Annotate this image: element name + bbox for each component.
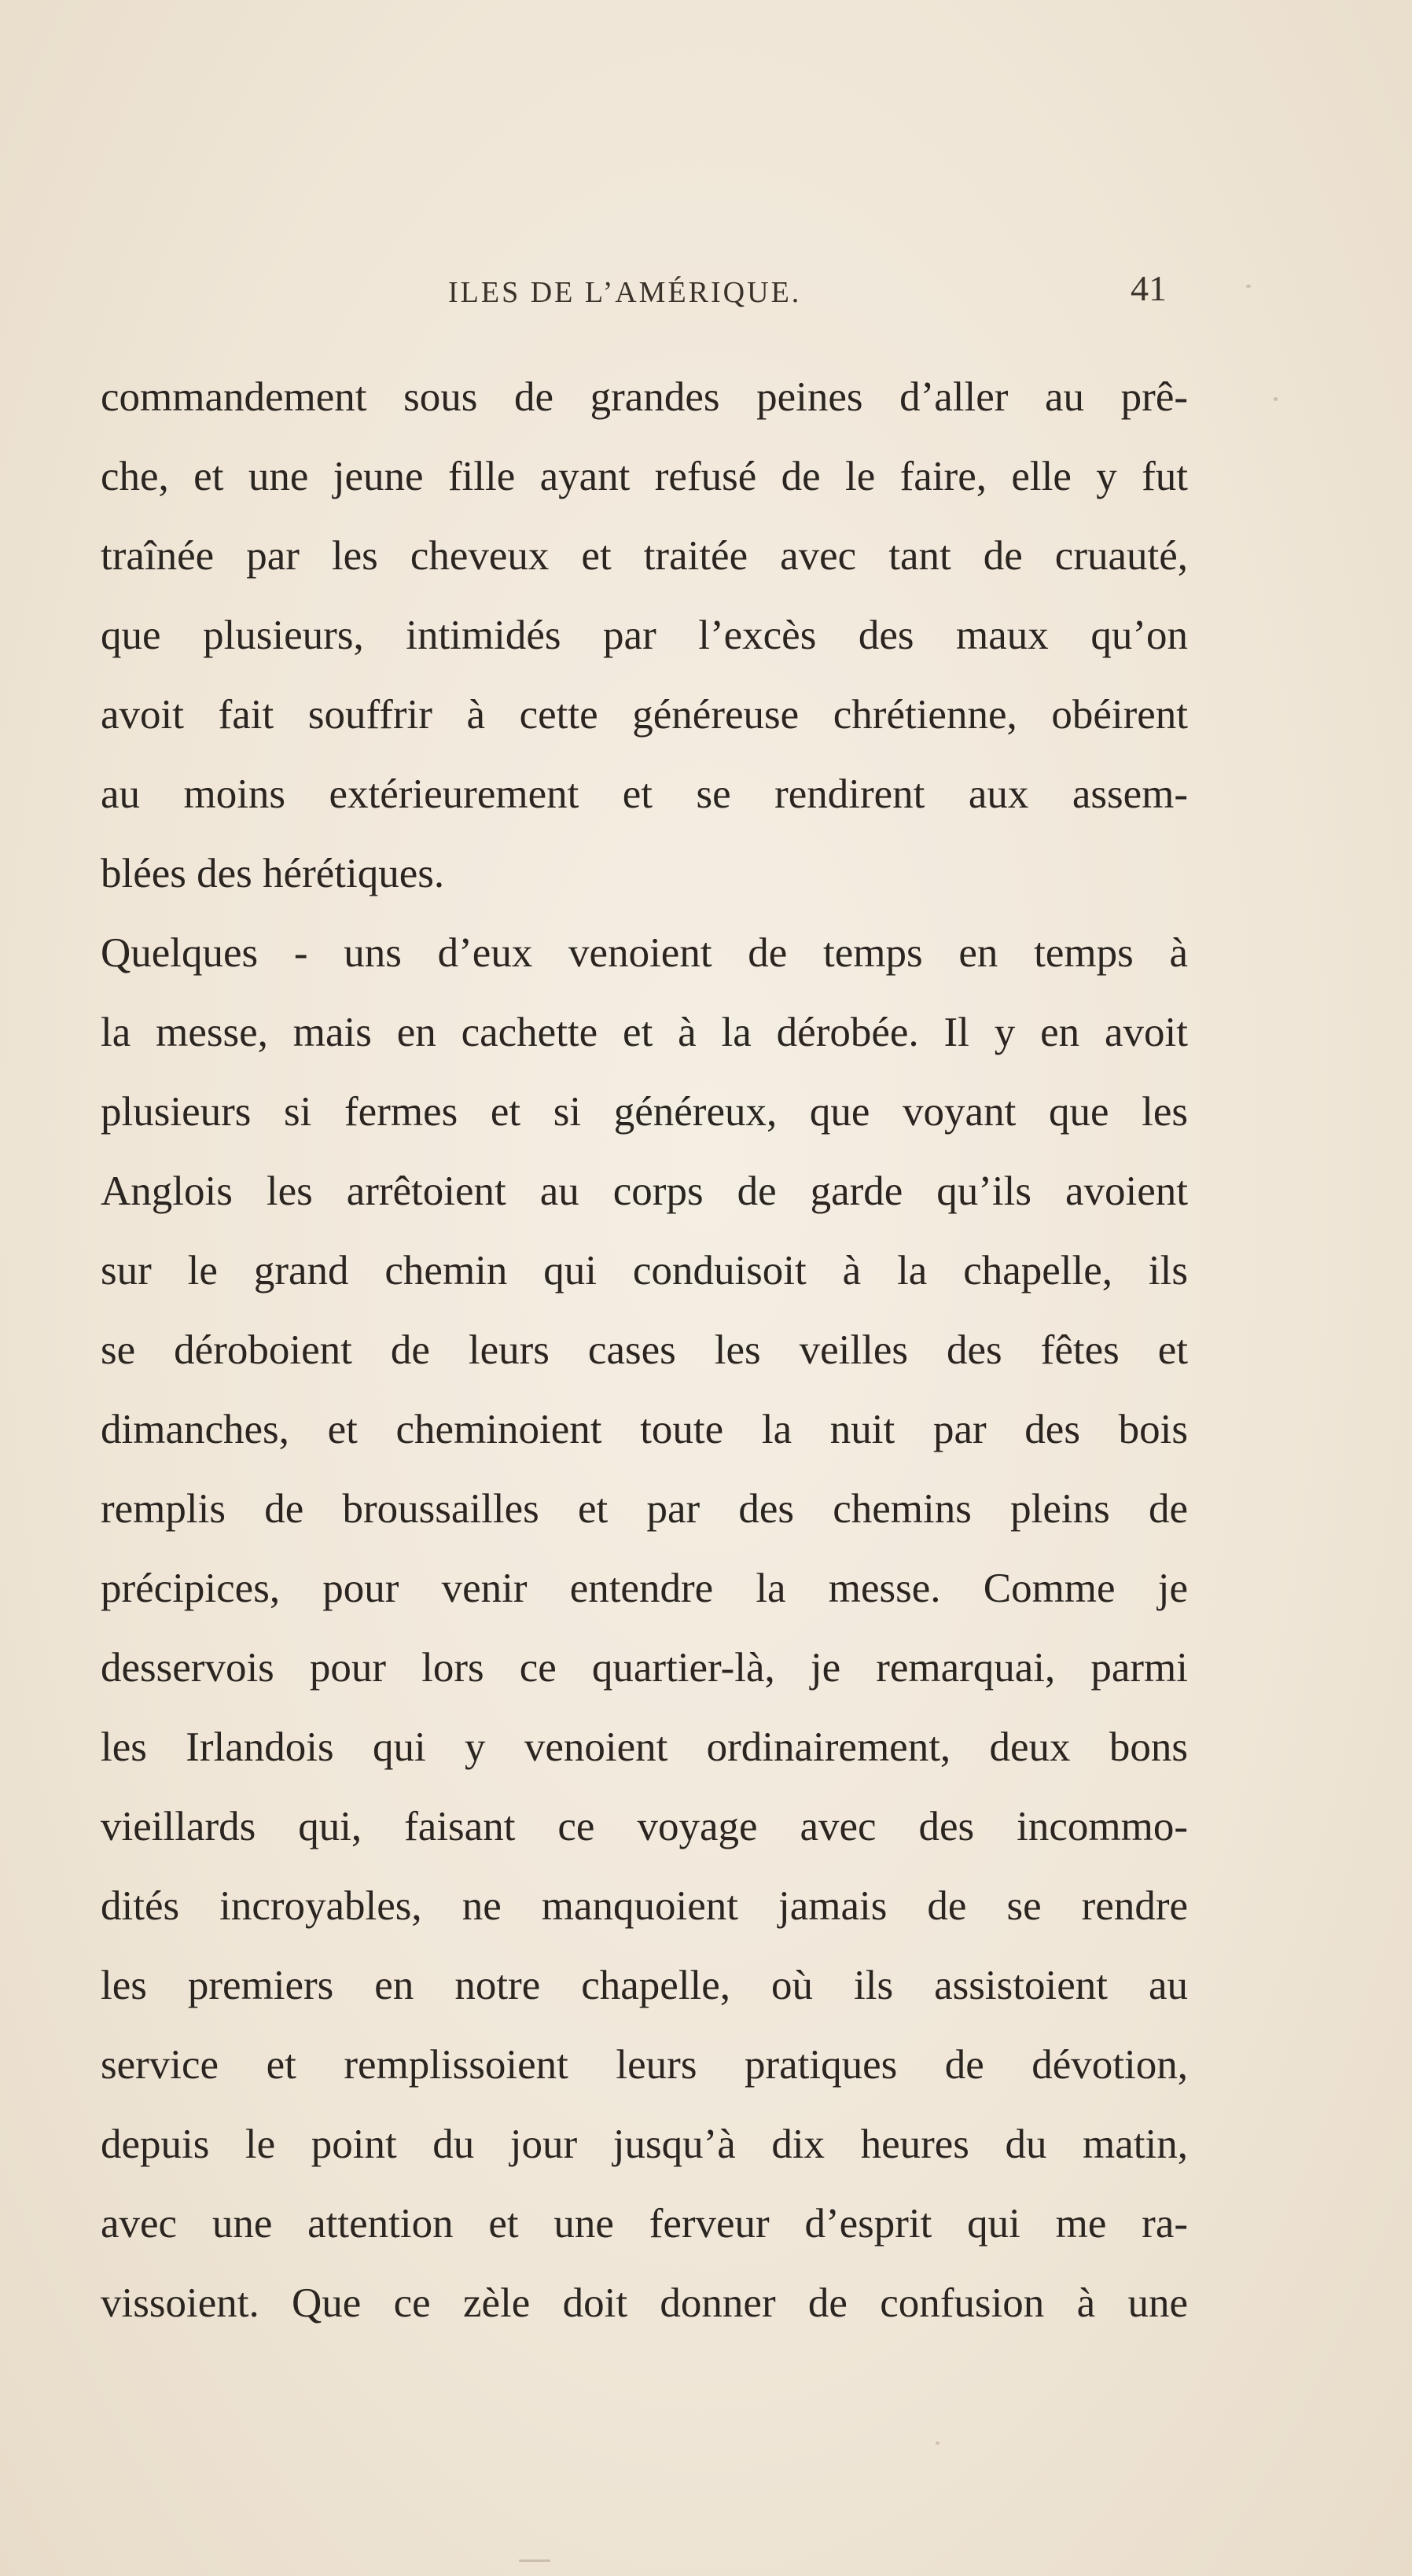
text-line: traînée par les cheveux et traitée avec tant de cruauté, <box>101 533 1188 579</box>
text-line: service et remplissoient leurs pratiques de dévotion, <box>101 2042 1188 2088</box>
text-line: la messe, mais en cachette et à la dérobée. Il y en avoit <box>101 1010 1188 1055</box>
text-line: depuis le point du jour jusqu’à dix heures du matin, <box>101 2122 1188 2167</box>
text-line: commandement sous de grandes peines d’aller au prê- <box>101 374 1188 420</box>
text-line: desservois pour lors ce quartier-là, je remarquai, parmi <box>101 1645 1188 1691</box>
text-line: vissoient. Que ce zèle doit donner de confusion à une <box>101 2280 1188 2326</box>
text-line: Quelques - uns d’eux venoient de temps en temps à <box>101 930 1188 976</box>
body-text <box>101 358 1188 2343</box>
running-title: ILES DE L’AMÉRIQUE. <box>448 276 802 309</box>
text-line: che, et une jeune fille ayant refusé de le faire, elle y fut <box>101 454 1188 499</box>
text-line: au moins extérieurement et se rendirent aux assem- <box>101 771 1188 817</box>
paper-speck <box>936 2442 939 2445</box>
text-line: Anglois les arrêtoient au corps de garde qu’ils avoient <box>101 1168 1188 1214</box>
text-line: avec une attention et une ferveur d’esprit qui me ra- <box>101 2201 1188 2247</box>
text-line: les premiers en notre chapelle, où ils assistoient au <box>101 1963 1188 2008</box>
text-line: avoit fait souffrir à cette généreuse chrétienne, obéirent <box>101 692 1188 738</box>
text-line: dimanches, et cheminoient toute la nuit par des bois <box>101 1407 1188 1452</box>
text-line: vieillards qui, faisant ce voyage avec des incommo- <box>101 1804 1188 1849</box>
text-line: sur le grand chemin qui conduisoit à la chapelle, ils <box>101 1248 1188 1294</box>
text-line: que plusieurs, intimidés par l’excès des maux qu’on <box>101 613 1188 658</box>
text-line: se déroboient de leurs cases les veilles des fêtes et <box>101 1327 1188 1373</box>
text-line: dités incroyables, ne manquoient jamais de se rendre <box>101 1883 1188 1929</box>
text-line: précipices, pour venir entendre la messe. Comme je <box>101 1566 1188 1611</box>
text-line: blées des hérétiques. <box>101 851 445 896</box>
text-line: plusieurs si fermes et si généreux, que voyant que les <box>101 1089 1188 1135</box>
page-number: 41 <box>1131 268 1167 308</box>
text-line: les Irlandois qui y venoient ordinairement, deux bons <box>101 1724 1188 1770</box>
paper-speck <box>1274 397 1278 401</box>
paper-speck <box>1246 285 1251 288</box>
text-line: remplis de broussailles et par des chemins pleins de <box>101 1486 1188 1532</box>
paper-speck <box>519 2559 550 2562</box>
